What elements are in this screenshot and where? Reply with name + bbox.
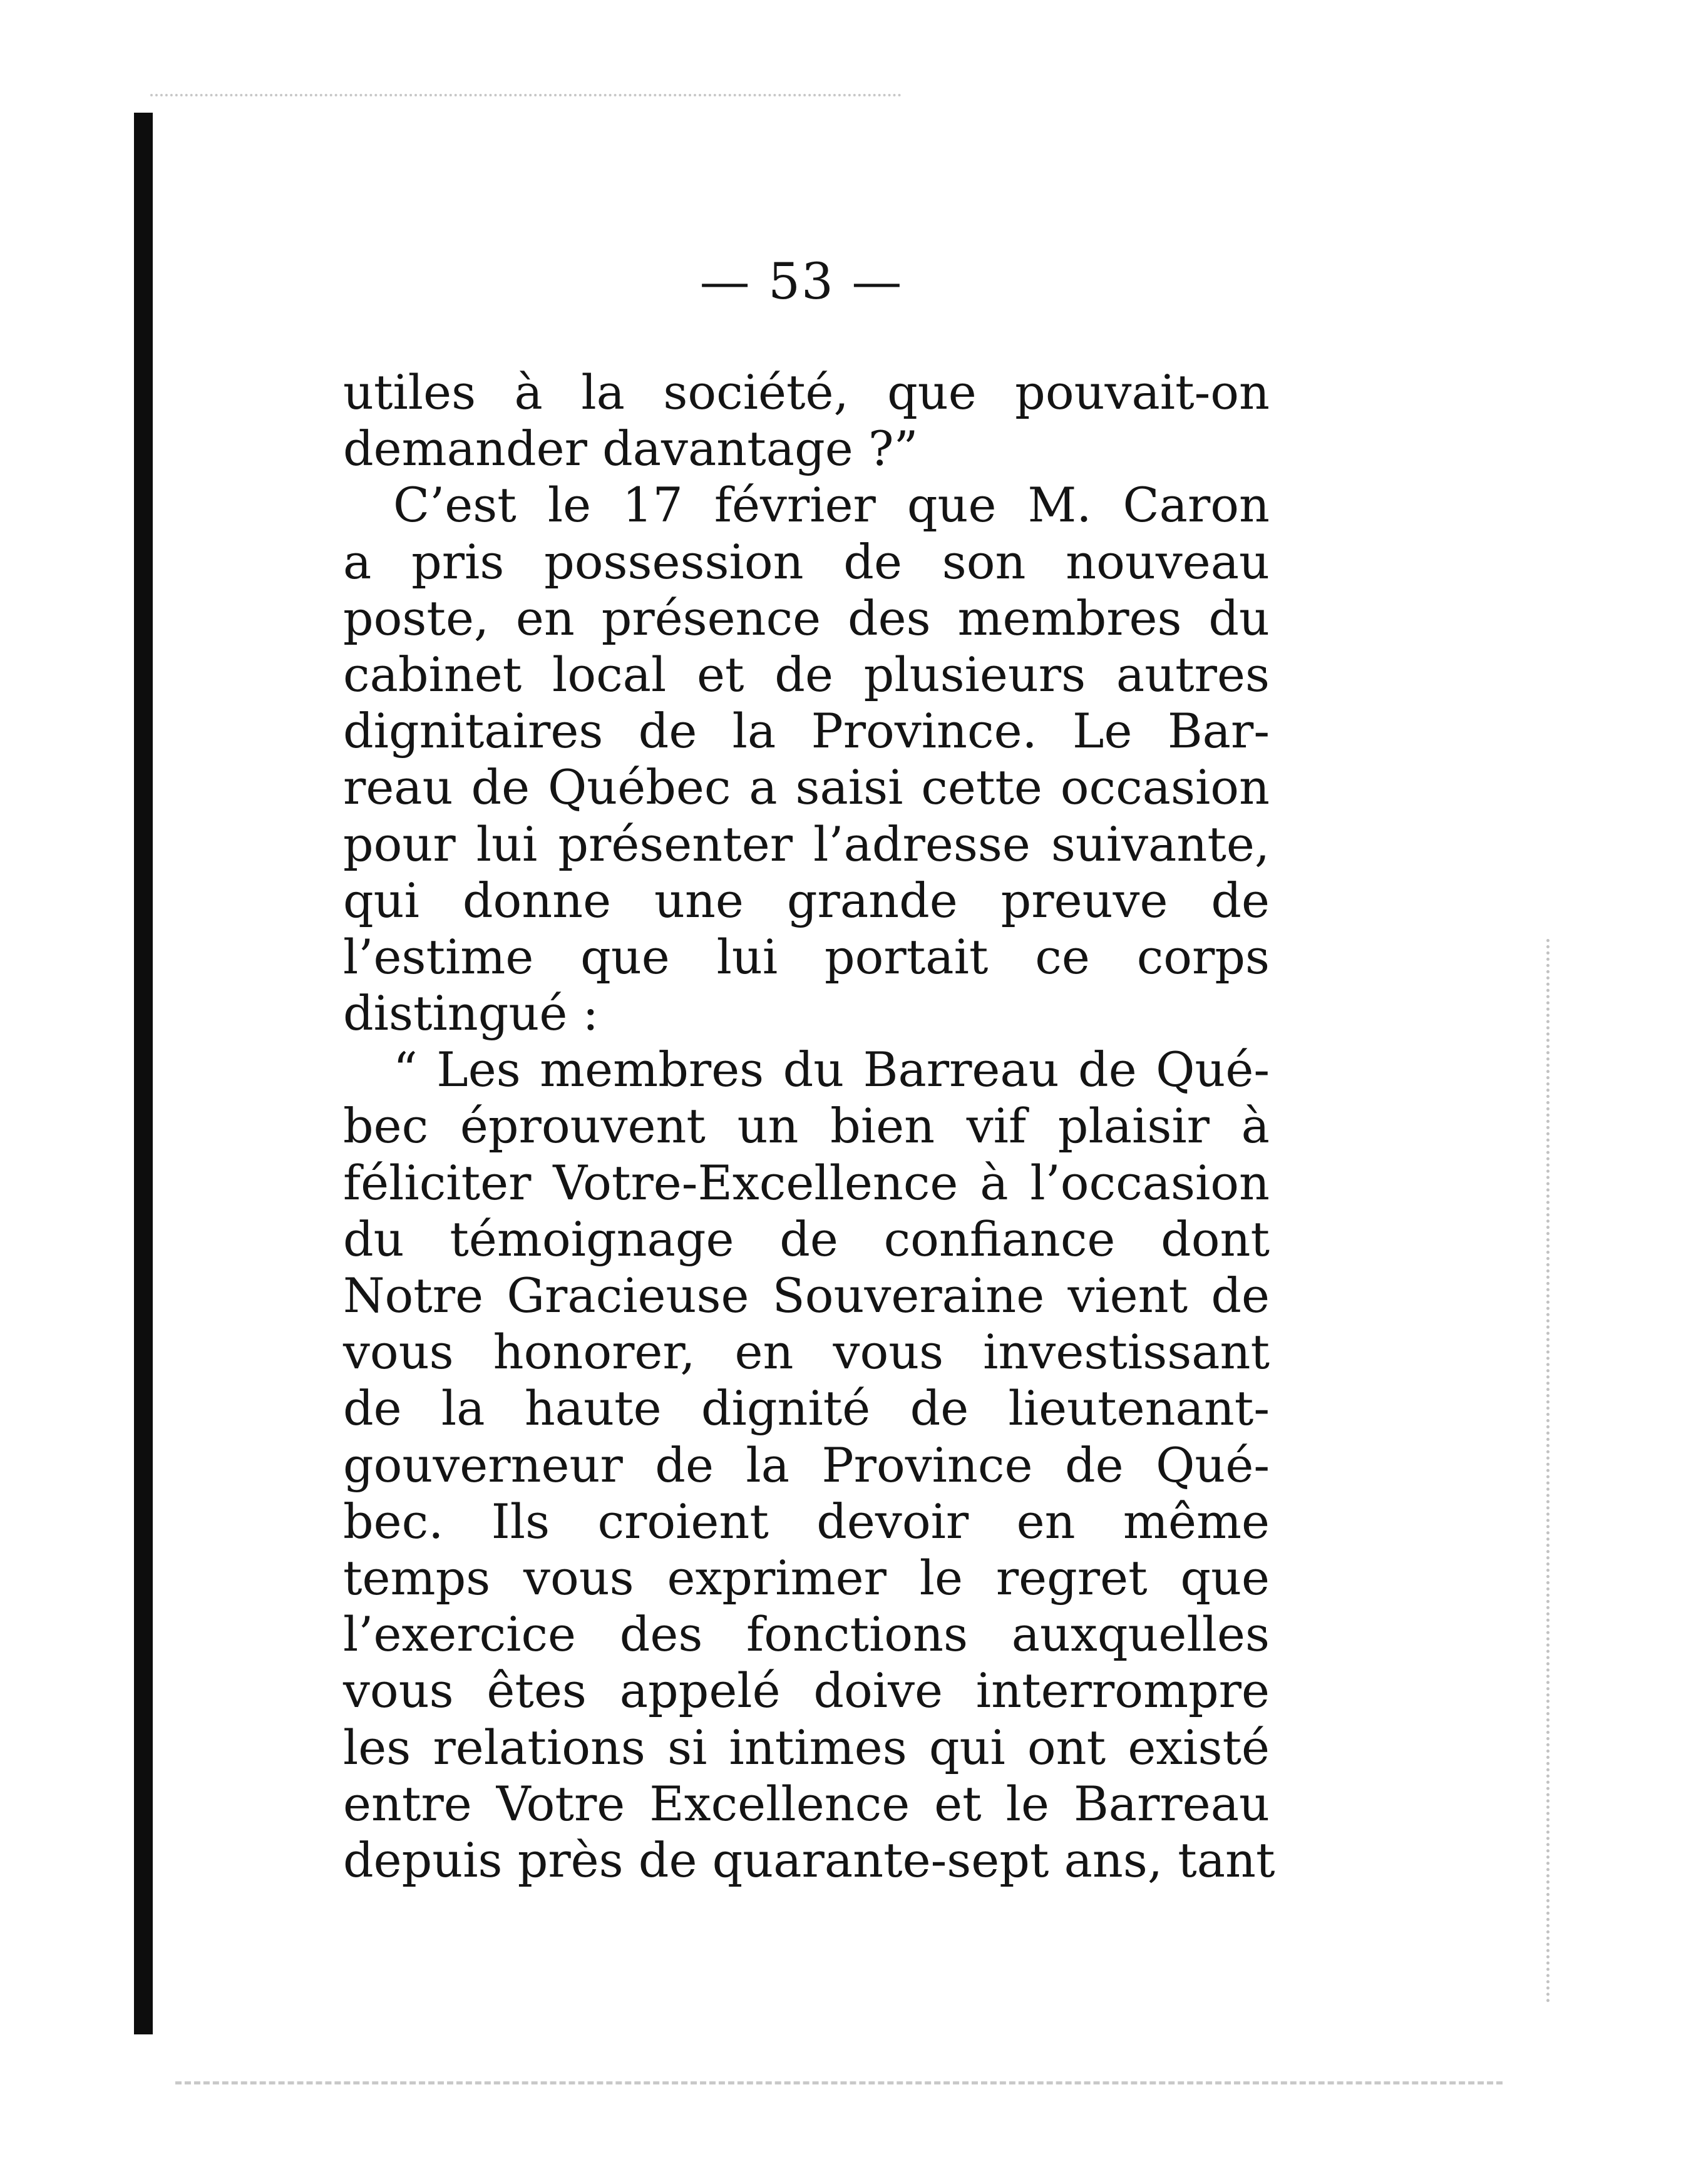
text-line: Notre Gracieuse Souveraine vient de	[343, 1268, 1270, 1323]
text-line: demander davantage ?”	[343, 421, 918, 477]
text-line: vous êtes appelé doive interrompre	[343, 1663, 1270, 1719]
text-line: entre Votre Excellence et le Barreau	[343, 1775, 1270, 1832]
scan-noise-right	[1546, 939, 1553, 2003]
text-line: depuis près de quarante-sept ans, tant	[343, 1832, 1275, 1888]
text-line: gouverneur de la Province de Qué-	[343, 1437, 1270, 1493]
text-line: distingué :	[343, 985, 599, 1042]
text-line: temps vous exprimer le regret que	[343, 1549, 1270, 1606]
text-line: bec. Ils croient devoir en même	[343, 1493, 1270, 1549]
text-line: a pris possession de son nouveau	[343, 533, 1270, 590]
page-number: — 53 —	[699, 252, 903, 310]
page-binding-edge	[134, 113, 153, 2034]
text-line: utiles à la société, que pouvait-on	[343, 364, 1270, 420]
text-line: “ Les membres du Barreau de Qué-	[393, 1042, 1270, 1098]
text-line: C’est le 17 février que M. Caron	[393, 477, 1270, 533]
body-text	[343, 364, 1275, 1889]
text-line: reau de Québec a saisi cette occasion	[343, 759, 1270, 816]
text-line: dignitaires de la Province. Le Bar-	[343, 703, 1270, 759]
scan-noise-top	[150, 94, 902, 101]
text-line: bec éprouvent un bien vif plaisir à	[343, 1098, 1270, 1154]
text-line: l’estime que lui portait ce corps	[343, 928, 1270, 985]
text-line: les relations si intimes qui ont existé	[343, 1719, 1270, 1775]
text-line: poste, en présence des membres du	[343, 590, 1270, 646]
text-line: vous honorer, en vous investissant	[343, 1324, 1270, 1380]
text-line: cabinet local et de plusieurs autres	[343, 646, 1270, 702]
scan-noise-bottom	[175, 2081, 1503, 2089]
text-line: pour lui présenter l’adresse suivante,	[343, 816, 1270, 872]
text-line: féliciter Votre-Excellence à l’occasion	[343, 1154, 1270, 1211]
text-line: du témoignage de confiance dont	[343, 1211, 1270, 1267]
text-line: qui donne une grande preuve de	[343, 872, 1270, 928]
text-line: de la haute dignité de lieutenant-	[343, 1380, 1270, 1437]
text-line: l’exercice des fonctions auxquelles	[343, 1606, 1270, 1663]
